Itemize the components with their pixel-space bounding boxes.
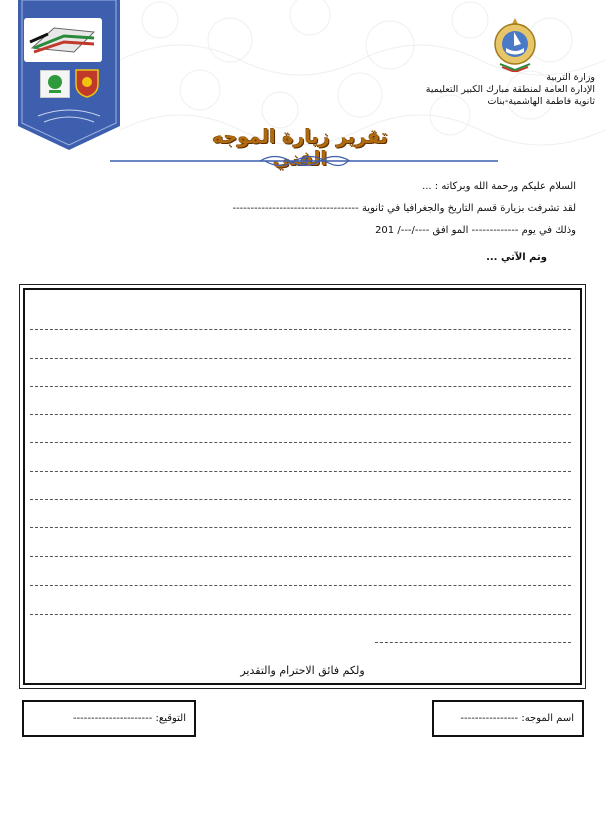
writing-line [30, 556, 571, 557]
signature-label: التوقيع: ---------------------- [72, 713, 186, 724]
title-ornament-divider [110, 152, 498, 174]
writing-line [30, 329, 571, 330]
ministry-name: وزارة التربية [546, 72, 595, 83]
writing-line [30, 414, 571, 415]
report-title: تقرير زيارة الموجه الفني [212, 126, 388, 170]
followed-by-line: وتم الآتي ... [486, 252, 547, 263]
district-name: الإدارة العامة لمنطقة مبارك الكبير التعليمية [425, 84, 595, 95]
writing-line [30, 585, 571, 586]
writing-line [30, 614, 571, 615]
supervisor-name-box[interactable] [432, 700, 584, 737]
writing-line [30, 386, 571, 387]
closing-regards: ولكم فائق الاحترام والتقدير [240, 664, 365, 677]
date-line: وذلك في يوم ------------- المو افق ----/---/ 201 [375, 225, 576, 236]
visit-line: لقد تشرفت بزيارة قسم التاريخ والجغرافيا في ثانوية ----------------------------------- [232, 203, 576, 214]
writing-line [30, 358, 571, 359]
report-writing-area[interactable] [23, 288, 582, 685]
greeting-line: السلام عليكم ورحمة الله وبركاته : ... [422, 181, 576, 192]
writing-line [30, 527, 571, 528]
kuwait-emblem-icon [490, 16, 540, 72]
writing-line-short [375, 642, 571, 643]
red-shield-logo-icon [74, 68, 100, 98]
school-name: ثانوية فاطمة الهاشمية-بنات [487, 96, 595, 107]
signature-box[interactable] [22, 700, 196, 737]
supervisor-name-label: اسم الموجه: ---------------- [460, 713, 574, 724]
writing-line [30, 442, 571, 443]
school-book-logo [24, 18, 102, 62]
green-school-badge-icon [40, 70, 70, 98]
writing-line [30, 499, 571, 500]
ministry-header [345, 72, 595, 108]
writing-line [30, 471, 571, 472]
